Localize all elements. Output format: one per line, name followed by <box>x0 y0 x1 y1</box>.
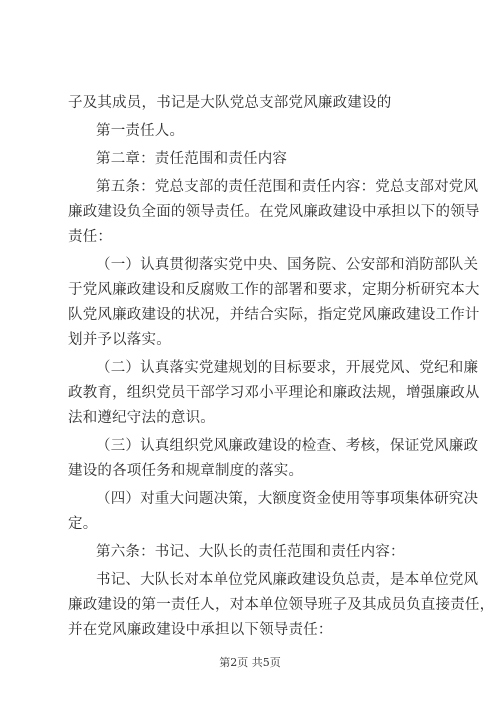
chapter-heading: 第二章：责任范围和责任内容 <box>96 151 288 167</box>
text-line-8: 于党风廉政建设和反腐败工作的部署和要求，定期分析研究本大 <box>68 282 480 298</box>
text-line-4: 第五条：党总支部的责任范围和责任内容：党总支部对党风 <box>96 179 479 195</box>
text-line-2: 第一责任人。 <box>96 123 185 139</box>
text-line-10: 划并予以落实。 <box>68 332 171 348</box>
text-line-15: 建设的各项任务和规章制度的落实。 <box>68 463 304 479</box>
text-line-5: 廉政建设负全面的领导责任。在党风廉政建设中承担以下的领导 <box>68 204 480 220</box>
text-line-16: （四）对重大问题决策，大额度资金使用等事项集体研究决 <box>96 491 479 507</box>
text-line-7: （一）认真贯彻落实党中央、国务院、公安部和消防部队关 <box>96 257 479 273</box>
text-line-12: 政教育，组织党员干部学习邓小平理论和廉政法规，增强廉政从 <box>68 385 480 401</box>
text-line-9: 队党风廉政建设的状况，并结合实际，指定党风廉政建设工作计 <box>68 307 480 323</box>
text-line-18: 第六条：书记、大队长的责任范围和责任内容： <box>96 544 405 560</box>
text-line-21: 并在党风廉政建设中承担以下领导责任： <box>68 622 333 638</box>
text-line-14: （三）认真组织党风廉政建设的检查、考核，保证党风廉政 <box>96 438 479 454</box>
text-line-6: 责任： <box>68 229 113 245</box>
text-line-1: 子及其成员，书记是大队党总支部党风廉政建设的 <box>68 95 392 111</box>
text-line-13: 法和遵纪守法的意识。 <box>68 410 215 426</box>
text-line-17: 定。 <box>68 516 98 532</box>
text-line-19: 书记、大队长对本单位党风廉政建设负总责，是本单位党风 <box>96 572 479 588</box>
text-line-11: （二）认真落实党建规划的目标要求，开展党风、党纪和廉 <box>96 360 479 376</box>
page-number-footer: 第2页 共5页 <box>219 656 281 669</box>
text-line-20: 廉政建设的第一责任人，对本单位领导班子及其成员负直接责任， <box>68 597 495 613</box>
